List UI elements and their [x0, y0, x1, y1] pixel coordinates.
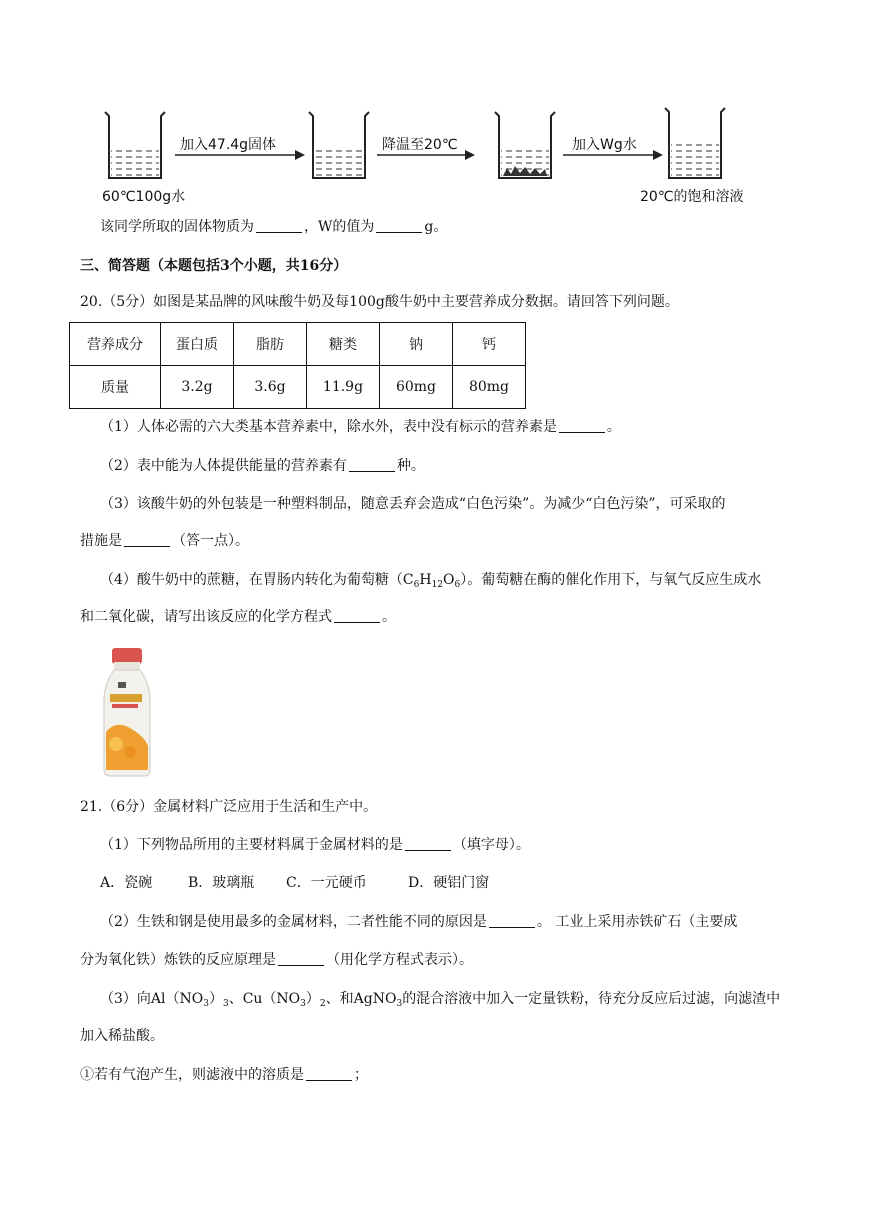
- option-d[interactable]: D．硬铝门窗: [408, 875, 490, 891]
- q21-sub1: （1）下列物品所用的主要材料属于金属材料的是 （填字母）。: [100, 837, 530, 853]
- beaker-3: [495, 112, 555, 178]
- start-caption: 60℃100g水: [102, 189, 186, 205]
- yogurt-bottle-image: [100, 648, 154, 778]
- q21-stem: 21.（6分）金属材料广泛应用于生活和生产中。: [80, 799, 378, 815]
- beaker-2: [309, 112, 369, 178]
- table-cell: 糖类: [307, 323, 380, 366]
- table-cell: 钠: [380, 323, 453, 366]
- q19-answer-line: 该同学所取的固体物质为 ，W的值为 g。: [100, 219, 448, 235]
- answer-blank[interactable]: [405, 836, 451, 851]
- step1-label: 加入47.4g固体: [180, 137, 277, 153]
- table-cell: 脂肪: [234, 323, 307, 366]
- q20-sub3-line2: 措施是 （答一点）。: [80, 533, 249, 549]
- table-cell: 3.6g: [234, 366, 307, 409]
- answer-blank[interactable]: [349, 457, 395, 472]
- table-row: [70, 366, 526, 409]
- answer-blank[interactable]: [278, 951, 324, 966]
- beaker-1: [105, 112, 165, 178]
- option-b[interactable]: B．玻璃瓶: [188, 875, 255, 891]
- end-caption: 20℃的饱和溶液: [640, 189, 744, 205]
- q21-sub3-item1: ①若有气泡产生，则滤液中的溶质是 ；: [80, 1067, 368, 1083]
- q20-sub3-line1: （3）该酸牛奶的外包装是一种塑料制品，随意丢弃会造成“白色污染”。为减少“白色污染”，可采取的: [100, 496, 726, 512]
- step3-label: 加入Wg水: [572, 137, 637, 153]
- answer-blank[interactable]: [306, 1066, 352, 1081]
- arrow-head-1: [295, 150, 305, 160]
- arrow-head-3: [653, 150, 663, 160]
- answer-blank[interactable]: [334, 608, 380, 623]
- q20-sub4-line1: （4）酸牛奶中的蔗糖，在胃肠内转化为葡萄糖$(C_6H_{12}O_6)$。葡萄糖在酶的催化作用下，与氧气反应生成水: [100, 572, 762, 590]
- q21-sub2-line2: 分为氧化铁）炼铁的反应原理是 （用化学方程式表示）。: [80, 952, 473, 968]
- table-header-row: [70, 323, 526, 366]
- answer-blank[interactable]: [489, 913, 535, 928]
- q21-sub2-line1: （2）生铁和钢是使用最多的金属材料，二者性能不同的原因是 。 工业上采用赤铁矿石（主要成: [100, 914, 738, 930]
- answer-blank[interactable]: [559, 418, 605, 433]
- q21-options: [100, 874, 489, 892]
- answer-blank[interactable]: [256, 218, 302, 233]
- option-c[interactable]: C．一元硬币: [286, 875, 367, 891]
- nutrition-table: [69, 322, 526, 409]
- beaker-4: [665, 108, 725, 178]
- arrow-head-2: [465, 150, 475, 160]
- table-cell: 钙: [453, 323, 526, 366]
- table-cell: 3.2g: [161, 366, 234, 409]
- q21-sub3-line1: （3）向$Al(NO_3)_3$、$Cu(NO_3)_2$、和AgNO$_3$的混合溶液中加入一定量铁粉，待充分反应后过滤，向滤渣中: [100, 991, 781, 1009]
- table-cell: 质量: [70, 366, 161, 409]
- table-cell: 11.9g: [307, 366, 380, 409]
- table-cell: 80mg: [453, 366, 526, 409]
- option-a[interactable]: A．瓷碗: [100, 875, 153, 891]
- q20-stem: 20.（5分）如图是某品牌的风味酸牛奶及每100g酸牛奶中主要营养成分数据。请回答下列问题。: [80, 294, 679, 310]
- q20-sub1: （1）人体必需的六大类基本营养素中，除水外，表中没有标示的营养素是 。: [100, 419, 621, 435]
- table-cell: 蛋白质: [161, 323, 234, 366]
- q20-sub2: （2）表中能为人体提供能量的营养素有 种。: [100, 458, 425, 474]
- table-cell: 营养成分: [70, 323, 161, 366]
- step2-label: 降温至20℃: [382, 137, 458, 153]
- table-cell: 60mg: [380, 366, 453, 409]
- answer-blank[interactable]: [124, 532, 170, 547]
- q20-sub4-line2: 和二氧化碳，请写出该反应的化学方程式 。: [80, 609, 396, 625]
- q21-sub3-line2: 加入稀盐酸。: [80, 1028, 164, 1044]
- answer-blank[interactable]: [376, 218, 422, 233]
- section-title: 三、简答题（本题包括3个小题，共16分）: [80, 258, 348, 274]
